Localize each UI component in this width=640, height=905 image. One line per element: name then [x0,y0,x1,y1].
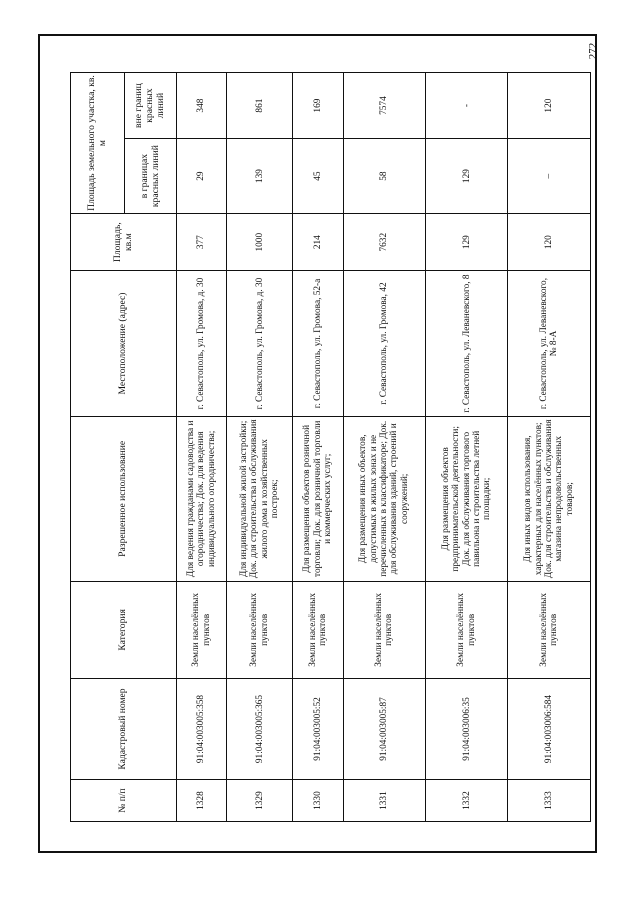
table-row [343,73,425,822]
cell-location: г. Севастополь, ул. Громова, 52-а [293,271,343,416]
cell-cadastral: 91:04:003006:35 [426,678,508,779]
cell-location: г. Севастополь, ул. Громова, 42 [343,271,425,416]
cell-usage: Для размещения объектов розничной торговли; Док. для розничной торговли и коммерческих услуг; [293,416,343,581]
cell-area: 214 [293,214,343,271]
cell-outside: 169 [293,73,343,139]
cell-cadastral: 91:04:003005:52 [293,678,343,779]
cell-location: г. Севастополь, ул. Леваневского, 8 [426,271,508,416]
header-location: Местоположение (адрес) [71,271,177,416]
cell-num: 1332 [426,780,508,822]
cell-within: 29 [177,139,227,214]
cell-area: 7632 [343,214,425,271]
cell-location: г. Севастополь, ул. Громова, д. 30 [177,271,227,416]
header-land-area: Площадь земельного участка, кв. м [71,73,125,214]
cell-usage: Для размещения объектов предпринимательской деятельности; Док. для обслуживания торгового павильона и строительства летней площадки; [426,416,508,581]
table-row [508,73,591,822]
cell-usage: Для индивидуальной жилой застройки; Док. для строительства и обслуживания жилого дома и хозяйственных построек; [227,416,293,581]
cell-category: Земли населённых пунктов [343,581,425,678]
land-plots-table [70,72,591,822]
cell-area: 120 [508,214,591,271]
page-number: 272 [587,42,599,60]
cell-num: 1329 [227,780,293,822]
table-row [293,73,343,822]
cell-usage: Для размещения иных объектов, допустимых в жилых зонах и не перечисленных в классификаторе; Док. для обслуживания зданий, строений и сооружений; [343,416,425,581]
header-category: Категория [71,581,177,678]
cell-num: 1330 [293,780,343,822]
cell-category: Земли населённых пунктов [293,581,343,678]
cell-category: Земли населённых пунктов [508,581,591,678]
cell-usage: Для иных видов использования, характерных для населённых пунктов; Док. для строительства и обслуживания магазина непродовольственных товаров; [508,416,591,581]
header-outside: вне границ красных линий [125,73,177,139]
cell-location: г. Севастополь, ул. Громова, д. 30 [227,271,293,416]
rotated-table-area [70,72,591,822]
cell-category: Земли населённых пунктов [426,581,508,678]
cell-cadastral: 91:04:003005:87 [343,678,425,779]
header-cadastral: Кадастровый номер [71,678,177,779]
cell-within: 139 [227,139,293,214]
cell-area: 129 [426,214,508,271]
cell-cadastral: 91:04:003005:365 [227,678,293,779]
cell-outside: 7574 [343,73,425,139]
cell-area: 377 [177,214,227,271]
header-area: Площадь, кв.м [71,214,177,271]
cell-cadastral: 91:04:003006:584 [508,678,591,779]
cell-outside: 861 [227,73,293,139]
cell-within: 129 [426,139,508,214]
rotated-table-container [70,72,591,822]
cell-within: – [508,139,591,214]
cell-within: 45 [293,139,343,214]
table-row [177,73,227,822]
header-usage: Разрешенное использование [71,416,177,581]
header-num: № п/п [71,780,177,822]
cell-num: 1331 [343,780,425,822]
cell-category: Земли населённых пунктов [227,581,293,678]
table-row [426,73,508,822]
cell-outside: - [426,73,508,139]
cell-within: 58 [343,139,425,214]
cell-usage: Для ведения гражданами садоводства и огородничества; Док. для ведения индивидуального огородничества; [177,416,227,581]
cell-cadastral: 91:04:003005:358 [177,678,227,779]
cell-location: г. Севастополь, ул. Леваневского, № 8-А [508,271,591,416]
cell-num: 1328 [177,780,227,822]
cell-category: Земли населённых пунктов [177,581,227,678]
cell-outside: 120 [508,73,591,139]
cell-outside: 348 [177,73,227,139]
table-row [227,73,293,822]
header-within: в границах красных линий [125,139,177,214]
cell-num: 1333 [508,780,591,822]
cell-area: 1000 [227,214,293,271]
